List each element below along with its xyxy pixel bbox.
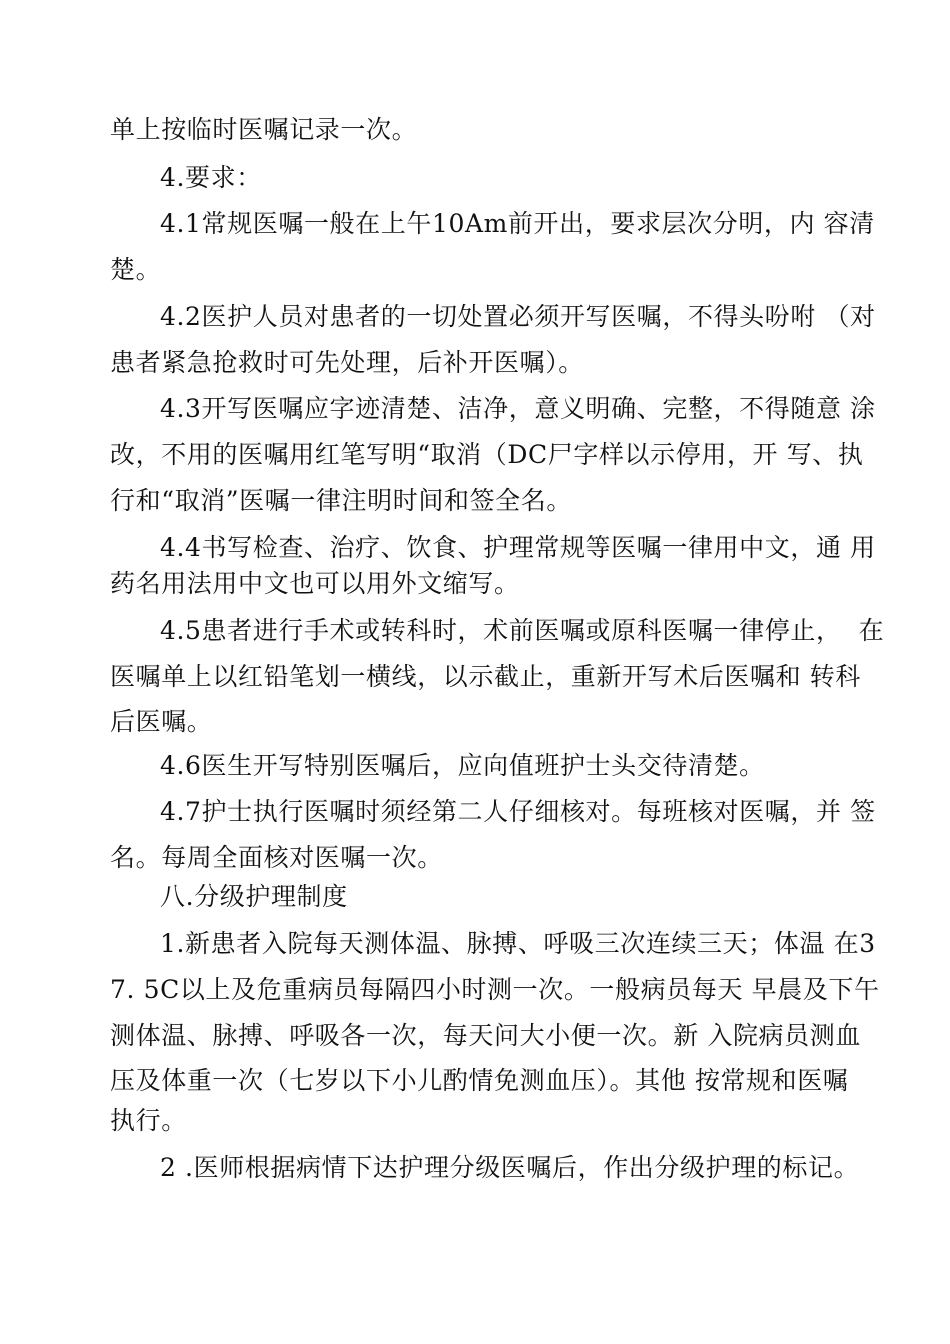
text-line: 改，不用的医嘱用红笔写明“取消（DC尸字样以示停用，开 写、执 [110,440,864,469]
text-line: 1.新患者入院每天测体温、脉搏、呼吸三次连续三天；体温 在3 [160,929,876,958]
text-line: 4.4书写检查、治疗、饮食、护理常规等医嘱一律用中文，通 用 [160,533,876,562]
text-line: 后医嘱。 [110,707,213,736]
text-line: 患者紧急抢救时可先处理，后补开医嘱）。 [110,348,584,377]
text-line: 2 .医师根据病情下达护理分级医嘱后，作出分级护理的标记。 [160,1153,860,1182]
text-line: 4.5患者进行手术或转科时，术前医嘱或原科医嘱一律停止， 在 [160,616,885,645]
text-line: 压及体重一次（七岁以下小儿酌情免测血压）。其他 按常规和医嘱 [110,1066,849,1095]
text-line: 4.1常规医嘱一般在上午10Am前开出，要求层次分明，内 容清 [160,209,875,238]
text-line: 7. 5C以上及危重病员每隔四小时测一次。一般病员每天 早晨及下午 [110,975,880,1004]
text-line: 医嘱单上以红铅笔划一横线，以示截止，重新开写术后医嘱和 转科 [110,662,861,691]
text-line: 测体温、脉搏、呼吸各一次，每天问大小便一次。新 入院病员测血 [110,1021,861,1050]
text-line: 执行。 [110,1106,187,1135]
text-line: 4.7护士执行医嘱时须经第二人仔细核对。每班核对医嘱，并 签 [160,797,876,826]
text-line: 单上按临时医嘱记录一次。 [110,115,418,144]
text-line: 4.6医生开写特别医嘱后，应向值班护士头交待清楚。 [160,751,765,780]
text-line: 名。每周全面核对医嘱一次。 [110,843,443,872]
text-line: 楚。 [110,255,162,284]
text-line: 4.3开写医嘱应字迹清楚、洁净，意义明确、完整，不得随意 涂 [160,394,876,423]
text-line: 药名用法用中文也可以用外文缩写。 [110,569,520,598]
text-line: 行和“取消”医嘱一律注明时间和签全名。 [110,486,572,515]
text-line: 4.要求： [160,163,262,192]
section-heading: 八.分级护理制度 [160,882,348,911]
text-line: 4.2医护人员对患者的一切处置必须开写医嘱，不得头吩咐 （对 [160,302,876,331]
